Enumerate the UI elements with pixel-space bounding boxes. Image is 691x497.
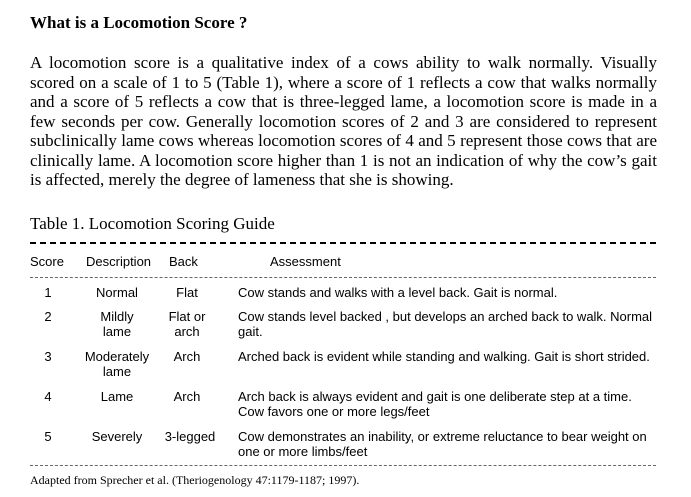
row-description: Lame — [100, 389, 134, 404]
row-back: Arch — [173, 349, 201, 364]
row-assessment: Cow demonstrates an inability, or extreme reluctance to bear weight on one or more limbs/feet — [238, 429, 647, 459]
row-description: Severely — [91, 429, 143, 444]
row-back: 3-legged — [164, 429, 216, 444]
document-title: What is a Locomotion Score ? — [30, 13, 248, 32]
row-back: Arch — [173, 389, 201, 404]
row-assessment: Cow stands level backed , but develops an arched back to walk. Normal gait. — [238, 309, 653, 339]
row-assessment: Cow stands and walks with a level back. Gait is normal. — [238, 285, 558, 300]
row-score: 4 — [44, 389, 52, 404]
table-bottom-rule — [30, 465, 656, 466]
intro-paragraph: A locomotion score is a qualitative index of a cows ability to walk normally. Visually scored on a scale of 1 to 5 (Table 1), where a score of 1 reflects a cow that walks normally and a score of 5 reflects a cow that is three-legged lame, a locomotion score is made in a few seconds per cow. Generally locomotion scores of 2 and 3 are considered to represent subclinically lame cows whereas locomotion scores of 4 and 5 represent those cows that are clinically lame. A locomotion score higher than 1 is not an indication of why the cow’s gait is affected, merely the degree of lameness that she is showing. — [30, 53, 657, 189]
header-assessment: Assessment — [270, 254, 341, 269]
table-header-rule — [30, 277, 656, 278]
header-description: Description — [86, 254, 152, 269]
table-caption: Table 1. Locomotion Scoring Guide — [30, 214, 275, 233]
row-description: Moderately lame — [84, 349, 150, 379]
row-description: Normal — [96, 285, 138, 300]
row-score: 1 — [44, 285, 52, 300]
header-score: Score — [30, 254, 64, 269]
row-score: 5 — [44, 429, 52, 444]
row-back: Flat or arch — [168, 309, 206, 339]
row-score: 2 — [44, 309, 52, 324]
row-assessment: Arch back is always evident and gait is one deliberate step at a time. Cow favors one or more legs/feet — [238, 389, 632, 419]
table-top-rule — [30, 242, 656, 244]
row-back: Flat — [176, 285, 198, 300]
header-back: Back — [169, 254, 198, 269]
row-description: Mildly lame — [100, 309, 134, 339]
row-score: 3 — [44, 349, 52, 364]
source-footnote: Adapted from Sprecher et al. (Theriogenology 47:1179-1187; 1997). — [30, 473, 360, 487]
row-assessment: Arched back is evident while standing and walking. Gait is short strided. — [238, 349, 650, 364]
